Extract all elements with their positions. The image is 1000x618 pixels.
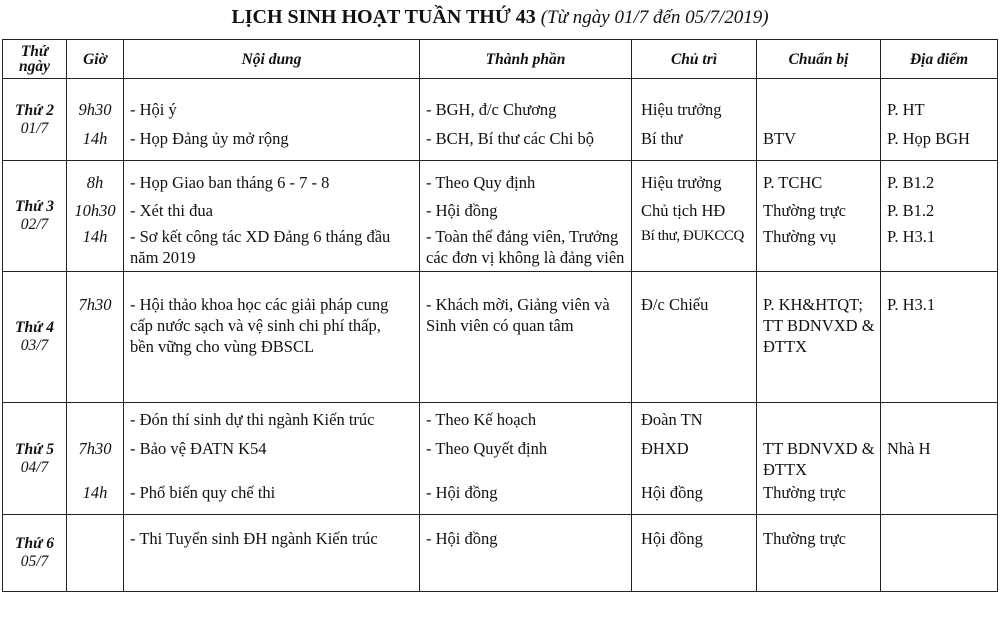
day-cell: Thứ 2 01/7 (3, 79, 67, 161)
title-date-range: (Từ ngày 01/7 đến 05/7/2019) (540, 7, 769, 28)
content-cell: - Họp Giao ban tháng 6 - 7 - 8 - Xét thi đua - Sơ kết công tác XD Đảng 6 tháng đầu năm 2019 (124, 161, 420, 272)
header-location: Địa điểm (881, 40, 998, 79)
chair-cell: Hiệu trưởng Chủ tịch HĐ Bí thư, ĐUKCCQ (632, 161, 757, 272)
participants-cell: - Hội đồng (420, 515, 632, 592)
header-day: Thứ ngày (3, 40, 67, 79)
location-cell (881, 515, 998, 592)
prepare-cell: P. KH&HTQT; TT BDNVXD & ĐTTX (757, 272, 881, 403)
chair-cell: Hiệu trưởng Bí thư (632, 79, 757, 161)
prepare-cell: P. TCHC Thường trực Thường vụ (757, 161, 881, 272)
participants-cell: - BGH, đ/c Chương - BCH, Bí thư các Chi bộ (420, 79, 632, 161)
prepare-cell: TT BDNVXD & ĐTTX Thường trực (757, 403, 881, 515)
prepare-cell: Thường trực (757, 515, 881, 592)
header-participants: Thành phần (420, 40, 632, 79)
location-cell: P. B1.2 P. B1.2 P. H3.1 (881, 161, 998, 272)
day-cell: Thứ 4 03/7 (3, 272, 67, 403)
time-cell: 7h30 14h (67, 403, 124, 515)
table-row (3, 79, 998, 161)
time-cell: 7h30 (67, 272, 124, 403)
location-cell: Nhà H (881, 403, 998, 515)
participants-cell: - Khách mời, Giảng viên và Sinh viên có quan tâm (420, 272, 632, 403)
header-time: Giờ (67, 40, 124, 79)
participants-cell: - Theo Kế hoạch - Theo Quyết định - Hội đồng (420, 403, 632, 515)
content-cell: - Thi Tuyển sinh ĐH ngành Kiến trúc (124, 515, 420, 592)
header-prepare: Chuẩn bị (757, 40, 881, 79)
table-row (3, 161, 998, 272)
location-cell: P. H3.1 (881, 272, 998, 403)
content-cell: - Hội ý - Họp Đảng ủy mở rộng (124, 79, 420, 161)
content-cell: - Đón thí sinh dự thi ngành Kiến trúc - Bảo vệ ĐATN K54 - Phổ biến quy chế thi (124, 403, 420, 515)
time-cell (67, 515, 124, 592)
chair-cell: Đoàn TN ĐHXD Hội đồng (632, 403, 757, 515)
schedule-table (2, 39, 998, 592)
table-row (3, 515, 998, 592)
table-row (3, 272, 998, 403)
day-cell: Thứ 5 04/7 (3, 403, 67, 515)
day-cell: Thứ 3 02/7 (3, 161, 67, 272)
header-chair: Chủ trì (632, 40, 757, 79)
title-main: LỊCH SINH HOẠT TUẦN THỨ 43 (231, 6, 536, 28)
participants-cell: - Theo Quy định - Hội đồng - Toàn thể đảng viên, Trưởng các đơn vị không là đảng viên (420, 161, 632, 272)
time-cell: 9h30 14h (67, 79, 124, 161)
day-cell: Thứ 6 05/7 (3, 515, 67, 592)
header-row (3, 40, 998, 79)
time-cell: 8h 10h30 14h (67, 161, 124, 272)
header-content: Nội dung (124, 40, 420, 79)
content-cell: - Hội thảo khoa học các giải pháp cung cấp nước sạch và vệ sinh chi phí thấp, bền vững cho vùng ĐBSCL (124, 272, 420, 403)
chair-cell: Hội đồng (632, 515, 757, 592)
page-title (0, 6, 1000, 29)
table-row (3, 403, 998, 515)
prepare-cell: BTV (757, 79, 881, 161)
chair-cell: Đ/c Chiếu (632, 272, 757, 403)
location-cell: P. HT P. Họp BGH (881, 79, 998, 161)
